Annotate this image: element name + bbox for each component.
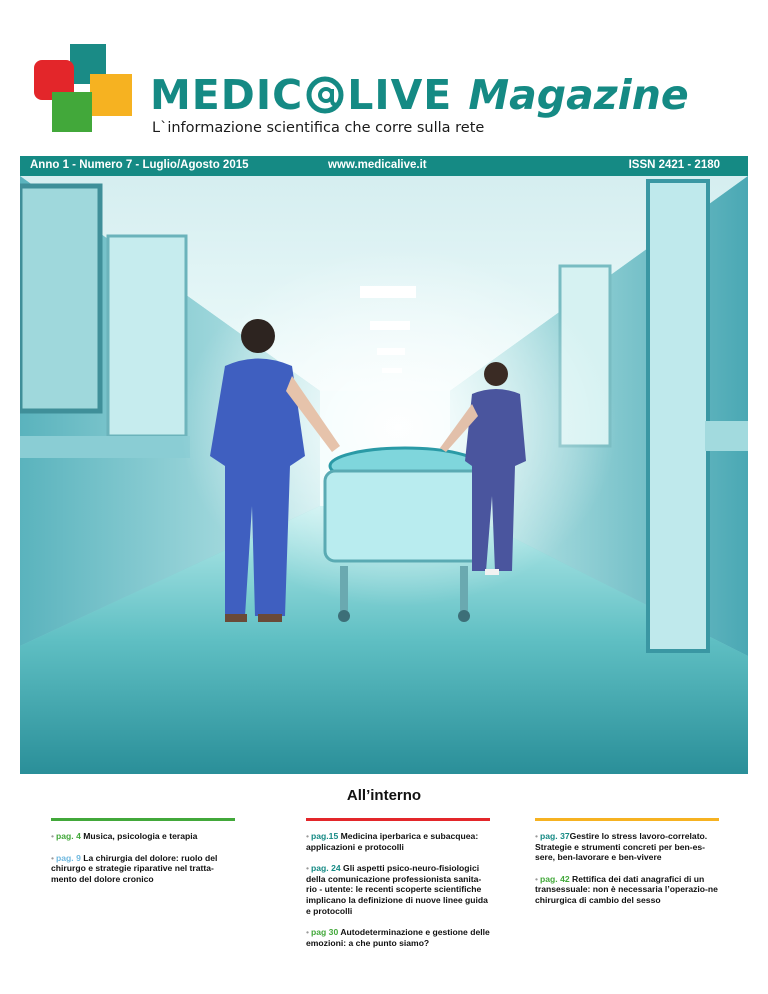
contents-entry[interactable]: • pag. 9 La chirurgia del dolore: ruolo del chirurgo e strategie riparative nel tratta-mento del dolore cronico xyxy=(51,852,218,884)
logo-mark xyxy=(30,44,132,134)
brand-part-medic: MEDIC xyxy=(150,71,304,119)
masthead-title xyxy=(150,70,689,120)
contents-entry[interactable]: • pag.15 Medicina iperbarica e subacquea: applicazioni e protocolli xyxy=(306,831,479,852)
column-rule-green xyxy=(51,818,235,821)
contents-entry[interactable]: • pag 30 Autodeterminazione e gestione delle emozioni: a che punto siamo? xyxy=(306,927,490,948)
column-rule-red xyxy=(306,818,490,821)
issue-info-bar xyxy=(20,156,748,176)
column-rule-yellow xyxy=(535,818,719,821)
cover-photo-hospital-corridor xyxy=(20,176,748,774)
website-link[interactable]: www.medicalive.it xyxy=(328,159,427,171)
inside-heading: All’interno xyxy=(346,787,422,804)
contents-column-1 xyxy=(51,818,237,895)
contents-entry[interactable]: • pag. 24 Gli aspetti psico-neuro-fisiologici della comunicazione professionista sanita-rio - utente: le recenti scoperte scientifiche implicano la definizione di nuove linee guida e protocolli xyxy=(306,863,488,916)
at-symbol-icon xyxy=(305,75,345,115)
contents-column-2 xyxy=(306,818,492,959)
tagline: L`informazione scientifica che corre sulla rete xyxy=(152,120,485,136)
issue-number: Anno 1 - Numero 7 - Luglio/Agosto 2015 xyxy=(30,159,249,171)
contents-entry[interactable]: • pag. 4 Musica, psicologia e terapia xyxy=(51,831,198,841)
logo-square-yellow xyxy=(90,74,132,116)
brand-magazine: Magazine xyxy=(468,71,689,119)
contents-column-3 xyxy=(535,818,721,917)
contents-entry[interactable]: • pag. 42 Rettifica dei dati anagrafici di un transessuale: non è necessaria l’operazio-ne chirurgica di cambio del sesso xyxy=(535,873,718,905)
issn-number: ISSN 2421 - 2180 xyxy=(628,159,720,171)
brand-part-live: LIVE xyxy=(347,71,453,119)
logo-square-green xyxy=(52,92,92,132)
contents-entry[interactable]: • pag. 37Gestire lo stress lavoro-correlato. Strategie e strumenti concreti per ben-es-sere, ben-lavorare e ben-vivere xyxy=(535,831,708,863)
